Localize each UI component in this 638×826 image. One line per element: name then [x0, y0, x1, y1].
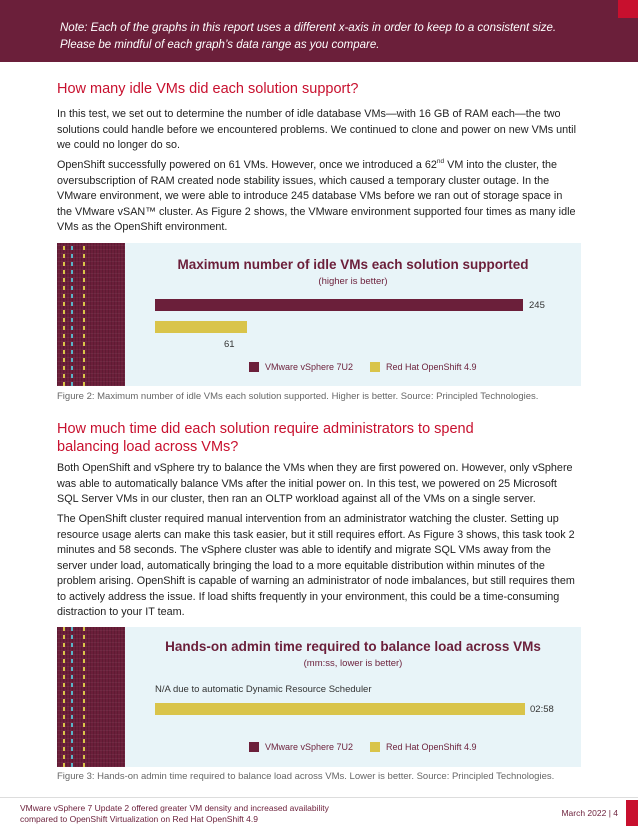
legend-swatch-openshift — [370, 742, 380, 752]
footer-page-number: March 2022 | 4 — [561, 808, 618, 818]
section2-para1: Both OpenShift and vSphere try to balance the VMs when they are first powered on. However, only vSphere was able to automatically balance VMs after the initial power on. In this test, we powered on 25 Microsoft SQL Server VMs in our cluster, then ran an OLTP workload against all of the VMs on a single server. — [57, 462, 573, 505]
footer-title: VMware vSphere 7 Update 2 offered greater VM density and increased availability compared to OpenShift Virtualization on Red Hat OpenShift 4.9 — [20, 803, 329, 824]
section2-heading: How much time did each solution require administrators to spend balancing load across VMs? — [57, 421, 474, 455]
footer-divider — [0, 797, 638, 798]
data-label-openshift: 61 — [224, 339, 235, 350]
legend-swatch-vmware — [249, 362, 259, 372]
section2-para2: The OpenShift cluster required manual intervention from an administrator watching the cluster. Setting up resource usage alerts can make this task easier, but it still requires effort. As Figure 3 shows, this task took 2 minutes and 58 seconds. The vSphere cluster was able to identify and migrate SQL VMs away from the server under load, automatically bringing the load to a more equitable distribution within minutes of the problem arising. OpenShift is capable of warning an administrator of node imbalances, but still requires them to actively address the issue. If load shifts frequently in your environment, this could be a time-consuming distraction to your IT team. — [57, 513, 575, 618]
figure3-chart — [57, 627, 581, 767]
legend-swatch-openshift — [370, 362, 380, 372]
bar-openshift — [155, 703, 525, 715]
figure2-subtitle: (higher is better) — [318, 276, 388, 287]
legend-item-vmware: VMware vSphere 7U2 — [249, 362, 353, 372]
legend-item-openshift: Red Hat OpenShift 4.9 — [370, 742, 477, 752]
corner-accent — [626, 800, 638, 826]
figure-strip — [57, 627, 125, 767]
figure2-caption: Figure 2: Maximum number of idle VMs each solution supported. Higher is better. Source: Principled Technologies. — [57, 391, 539, 402]
note-banner — [0, 0, 638, 62]
note-text: Note: Each of the graphs in this report uses a different x-axis in order to keep to a consistent size. Please be mindful of each graph’s data range as you compare. — [60, 22, 557, 51]
data-label-vmware: 245 — [529, 300, 545, 311]
section1-para2: OpenShift successfully powered on 61 VMs. However, once we introduced a 62nd VM into the cluster, the oversubscription of RAM created node stability issues, which caused a temporary cluster outage. In the VMware environment, we were able to introduce 245 database VMs before we ran out of storage space in the VMware vSAN™ cluster. As Figure 2 shows, the VMware environment supported four times as many idle VMs as the OpenShift environment. — [57, 158, 576, 233]
legend-item-openshift: Red Hat OpenShift 4.9 — [370, 362, 477, 372]
figure3-subtitle: (mm:ss, lower is better) — [303, 658, 403, 669]
figure3-title: Hands-on admin time required to balance load across VMs — [165, 639, 541, 654]
figure2-title: Maximum number of idle VMs each solution supported — [177, 257, 529, 272]
data-label-openshift: 02:58 — [530, 704, 554, 715]
legend-swatch-vmware — [249, 742, 259, 752]
section1-para1: In this test, we set out to determine the number of idle database VMs—with 16 GB of RAM each—the two solutions could handle before we encountered problems. We continued to clone and power on new VMs until we could no longer do so. — [57, 108, 576, 151]
data-label-vmware: N/A due to automatic Dynamic Resource Scheduler — [155, 684, 372, 695]
figure-strip — [57, 243, 125, 386]
figure3-caption: Figure 3: Hands-on admin time required to balance load across VMs. Lower is better. Source: Principled Technologies. — [57, 771, 555, 782]
bar-vmware — [155, 299, 523, 311]
legend-item-vmware: VMware vSphere 7U2 — [249, 742, 353, 752]
bar-openshift — [155, 321, 247, 333]
figure2-chart — [57, 243, 581, 386]
section1-heading: How many idle VMs did each solution support? — [57, 81, 359, 97]
corner-accent — [618, 0, 638, 18]
